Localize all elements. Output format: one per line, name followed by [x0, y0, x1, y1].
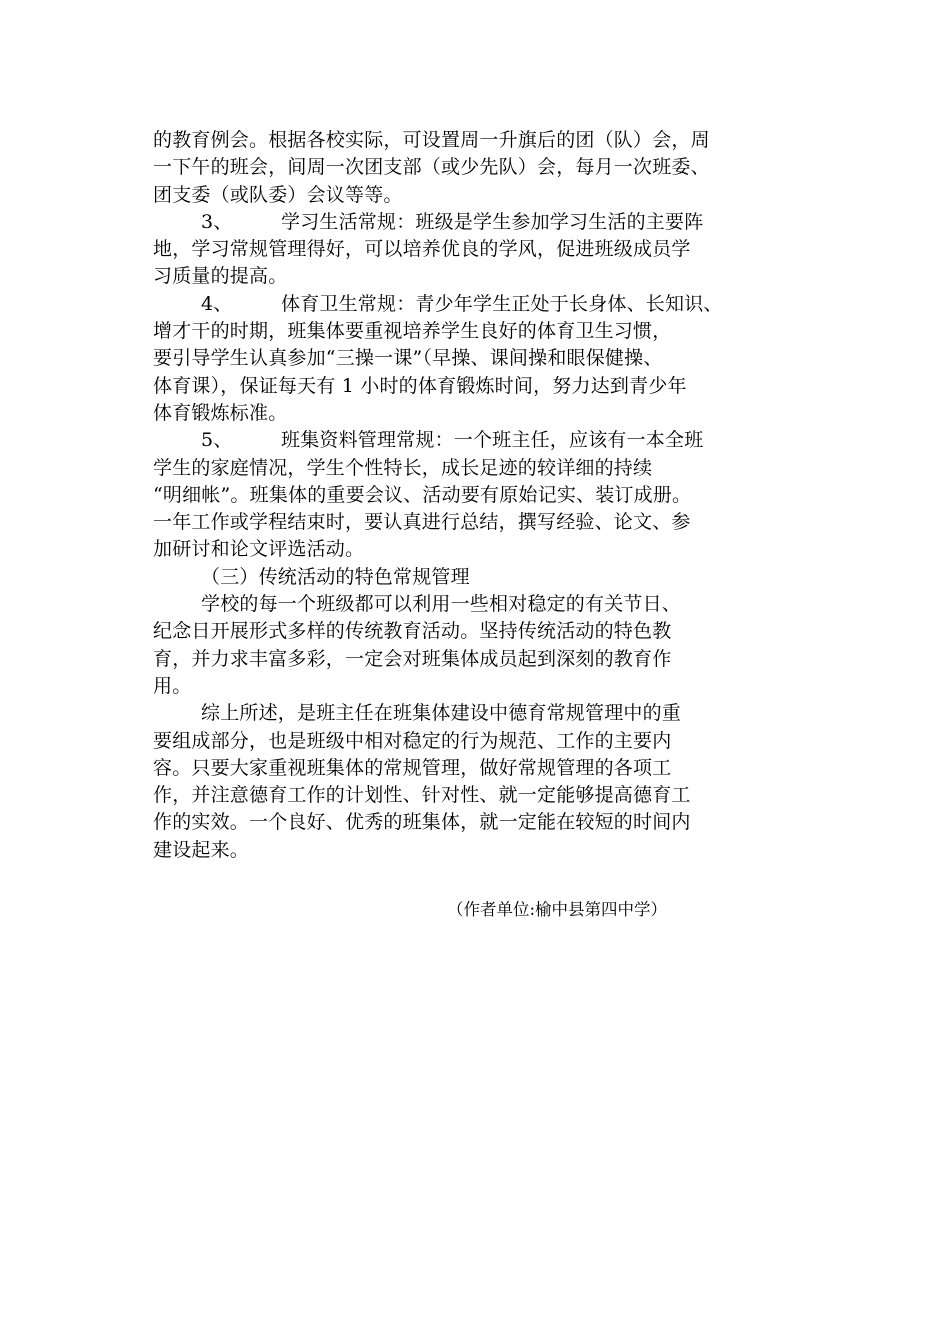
text-line: [153, 700, 813, 727]
list-number: 3、: [201, 210, 233, 233]
line-text: 要引导学生认真参加“三操一课”（早操、课间操和眼保健操、: [153, 347, 663, 370]
author-affiliation: （作者单位:榆中县第四中学）: [447, 900, 668, 919]
line-text: 要组成部分，也是班级中相对稳定的行为规范、工作的主要内: [153, 729, 672, 752]
text-line: [153, 673, 813, 700]
text-line: [153, 837, 813, 864]
line-text: （三）传统活动的特色常规管理: [201, 565, 470, 588]
text-line: [153, 755, 813, 782]
line-text: 体育卫生常规：青少年学生正处于长身体、长知识、: [281, 292, 723, 315]
line-text: 的教育例会。根据各校实际，可设置周一升旗后的团（队）会，周: [153, 129, 710, 151]
line-text: 习质量的提高。: [153, 265, 288, 288]
text-line: [153, 318, 813, 345]
text-line: [153, 209, 813, 236]
line-text: 建设起来。: [153, 838, 250, 861]
text-line: [153, 373, 813, 400]
line-text: 一下午的班会，间周一次团支部（或少先队）会，每月一次班委、: [153, 156, 710, 179]
line-text: 学校的每一个班级都可以利用一些相对稳定的有关节日、: [201, 593, 682, 616]
line-text: 纪念日开展形式多样的传统教育活动。坚持传统活动的特色教: [153, 620, 672, 643]
line-text: 班集资料管理常规：一个班主任，应该有一本全班: [281, 429, 704, 452]
text-line: [153, 427, 813, 454]
text-line: [153, 345, 813, 372]
text-line: [153, 646, 813, 673]
line-text: 加研讨和论文评选活动。: [153, 538, 365, 561]
text-line: [153, 509, 813, 536]
line-text: 地，学习常规管理得好，可以培养优良的学风，促进班级成员学: [153, 238, 691, 261]
text-line: [153, 782, 813, 809]
body-text: [153, 127, 813, 864]
text-line: [153, 482, 813, 509]
line-text: 体育课），保证每天有 1 小时的体育锻炼时间，努力达到青少年: [153, 374, 687, 397]
line-text: 综上所述，是班主任在班集体建设中德育常规管理中的重: [201, 702, 682, 725]
text-line: [153, 728, 813, 755]
line-text: 团支委（或队委）会议等等。: [153, 183, 403, 206]
text-line: [153, 455, 813, 482]
line-text: “明细帐”。班集体的重要会议、活动要有原始记实、装订成册。: [153, 483, 692, 506]
text-line: [153, 291, 813, 318]
line-text: 增才干的时期，班集体要重视培养学生良好的体育卫生习惯，: [153, 320, 672, 343]
text-line: [153, 263, 813, 290]
text-line: [153, 618, 813, 645]
text-line: [153, 564, 813, 591]
text-line: [153, 809, 813, 836]
text-line: [153, 536, 813, 563]
text-line: [153, 236, 813, 263]
text-line: [153, 400, 813, 427]
list-number: 4、: [201, 292, 233, 315]
line-text: 作，并注意德育工作的计划性、针对性、就一定能够提高德育工: [153, 784, 691, 807]
line-text: 一年工作或学程结束时，要认真进行总结，撰写经验、论文、参: [153, 511, 691, 534]
line-text: 育，并力求丰富多彩，一定会对班集体成员起到深刻的教育作: [153, 647, 672, 670]
line-text: 作的实效。一个良好、优秀的班集体，就一定能在较短的时间内: [153, 811, 691, 834]
line-text: 容。只要大家重视班集体的常规管理，做好常规管理的各项工: [153, 756, 672, 779]
text-line: [153, 127, 813, 154]
line-text: 用。: [153, 674, 192, 697]
line-text: 体育锻炼标准。: [153, 401, 288, 424]
text-line: [153, 154, 813, 181]
text-line: [153, 182, 813, 209]
text-line: [153, 591, 813, 618]
line-text: 学生的家庭情况，学生个性特长，成长足迹的较详细的持续: [153, 456, 653, 479]
line-text: 学习生活常规：班级是学生参加学习生活的主要阵: [281, 210, 704, 233]
list-number: 5、: [201, 429, 233, 452]
